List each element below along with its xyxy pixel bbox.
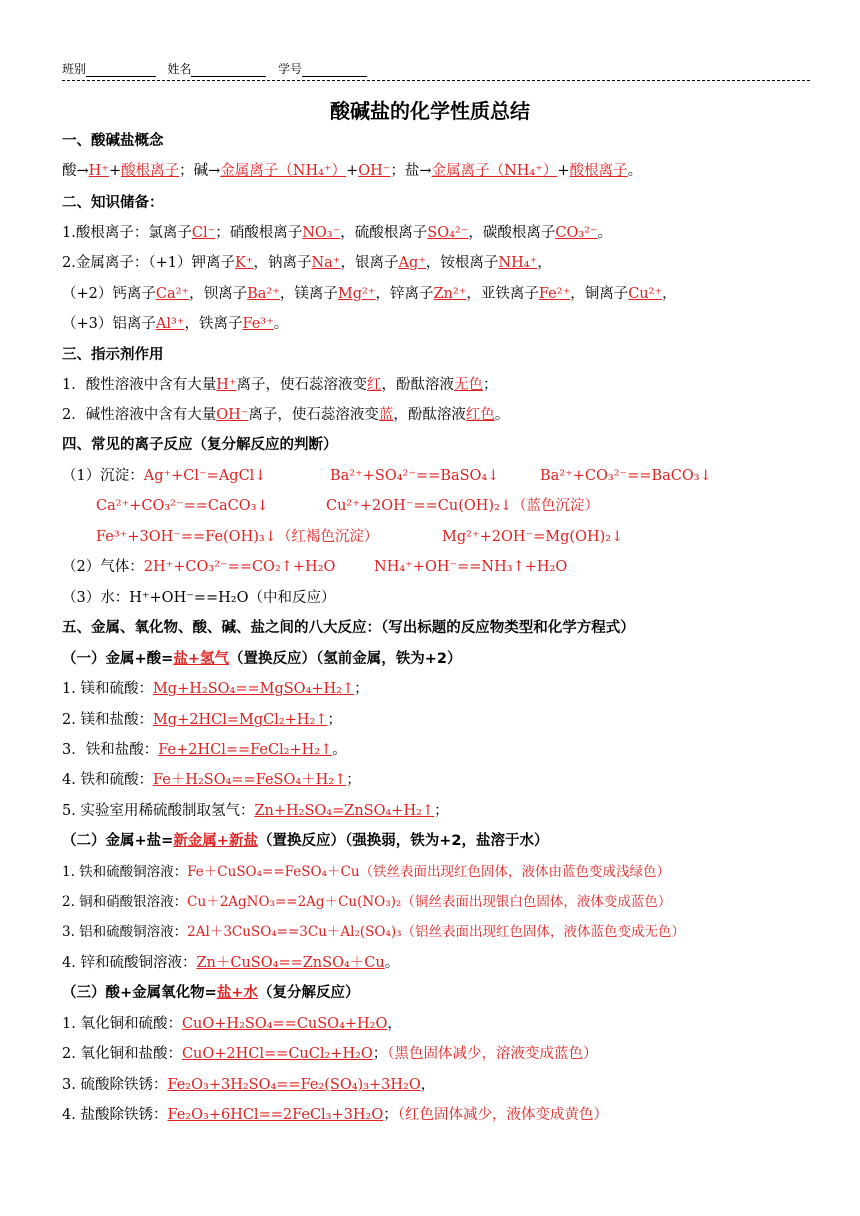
list-item — [62, 1107, 608, 1124]
page-title: 酸碱盐的化学性质总结 — [330, 99, 530, 123]
equation: Mg+H₂SO₄==MgSO₄+H₂↑ — [152, 681, 355, 697]
text: （+2）钙离子 — [62, 286, 156, 302]
list-item — [62, 772, 361, 789]
text: ； — [354, 681, 369, 697]
equation: Cu＋2AgNO₃==2Ag＋Cu(NO₃)₂（铜丝表面出现银白色固体，液体变成蓝色） — [187, 894, 672, 910]
metal-ions-line — [62, 255, 552, 272]
plus-text: + — [557, 163, 570, 179]
fill-cu: Cu²⁺ — [628, 286, 663, 302]
text: 5. 实验室用稀硫酸制取氢气： — [62, 803, 255, 819]
fill-ion: H⁺ — [216, 377, 237, 393]
text: ，酚酞溶液 — [381, 377, 455, 393]
acid-root-ions-line — [62, 225, 612, 242]
text: 3. 铝和硫酸铜溶液： — [62, 924, 188, 940]
text: 。 — [332, 742, 347, 758]
concept-line — [62, 163, 642, 180]
fill-co3: CO₃²⁻ — [555, 225, 598, 241]
fill-ca: Ca²⁺ — [155, 286, 190, 302]
text: 2.金属离子：（+1）钾离子 — [62, 255, 235, 271]
text: （置换反应）（强换弱，铁为+2，盐溶于水） — [257, 833, 549, 849]
fill-nh4: NH₄⁺ — [498, 255, 538, 271]
fill-na: Na⁺ — [311, 255, 341, 271]
base-fill-2: OH⁻ — [358, 163, 391, 179]
equation: Fe₂O₃+3H₂SO₄==Fe₂(SO₄)₃+3H₂O — [167, 1077, 421, 1093]
reaction: H⁺+OH⁻==H₂O（中和反应） — [129, 590, 336, 606]
text: 。 — [273, 316, 289, 332]
section3-heading: 三、指示剂作用 — [62, 347, 164, 363]
text: 离子，使石蕊溶液变 — [248, 407, 379, 423]
reaction: Ba²⁺+CO₃²⁻==BaCO₃↓ — [540, 468, 712, 484]
plus-text: + — [346, 163, 359, 179]
reaction: Ba²⁺+SO₄²⁻==BaSO₄↓ — [330, 468, 500, 484]
text: 3．铁和盐酸： — [62, 742, 159, 758]
water-line — [62, 590, 336, 607]
plus2-ions-line — [62, 286, 677, 303]
text: 2. 氧化铜和盐酸： — [62, 1046, 182, 1062]
text: 1. 氧化铜和硫酸： — [62, 1016, 182, 1032]
sub1-heading — [62, 651, 461, 668]
text: 离子，使石蕊溶液变 — [236, 377, 368, 393]
water-label: （3）水： — [62, 590, 130, 606]
text: ，锌离子 — [375, 286, 434, 302]
acid-fill-2: 酸根离子 — [121, 163, 180, 179]
base-text: ；碱→ — [179, 163, 221, 179]
text: ，铵根离子 — [425, 255, 499, 271]
fill: 盐+水 — [216, 985, 258, 1001]
reaction: NH₄⁺+OH⁻==NH₃↑+H₂O — [374, 559, 568, 575]
precip-label: （1）沉淀： — [62, 468, 144, 484]
fill-cl: Cl⁻ — [191, 225, 216, 241]
student-info-header — [62, 60, 367, 77]
fill: 新金属+新盐 — [173, 833, 258, 849]
id-label: 学号 — [277, 62, 302, 76]
section5-heading: 五、金属、氧化物、酸、碱、盐之间的八大反应：（写出标题的反应物类型和化学方程式） — [62, 620, 635, 636]
text: ； — [372, 1046, 388, 1062]
reaction: Cu²⁺+2OH⁻==Cu(OH)₂↓（蓝色沉淀） — [326, 498, 600, 514]
equation: Fe₂O₃+6HCl==2FeCl₃+3H₂O — [167, 1107, 384, 1123]
fill-fe3: Fe³⁺ — [242, 316, 274, 332]
list-item — [62, 712, 342, 729]
reaction: 2H⁺+CO₃²⁻==CO₂↑+H₂O — [143, 559, 336, 575]
text: ； — [434, 803, 449, 819]
equation: Zn＋CuSO₄==ZnSO₄＋Cu — [196, 955, 385, 971]
list-item — [62, 803, 449, 820]
acid-fill-1: H⁺ — [88, 163, 109, 179]
text: （复分解反应） — [257, 985, 360, 1001]
equation: Mg+2HCl=MgCl₂+H₂↑ — [152, 712, 328, 728]
list-item — [62, 1046, 598, 1063]
list-item — [62, 864, 670, 880]
header-divider — [62, 80, 810, 81]
fill-phenol: 无色 — [454, 377, 484, 393]
text: 1．酸性溶液中含有大量 — [62, 377, 217, 393]
acid-indicator-line — [62, 377, 498, 394]
equation: 2Al＋3CuSO₄==3Cu＋Al₂(SO₄)₃（铝丝表面出现红色固体，液体蓝色变成无色） — [187, 924, 686, 940]
list-item — [62, 1016, 402, 1033]
text: 4. 盐酸除铁锈： — [62, 1107, 168, 1123]
text: ，钠离子 — [253, 255, 312, 271]
text: （置换反应）（氢前金属，铁为+2） — [228, 651, 462, 667]
equation: Fe＋H₂SO₄==FeSO₄＋H₂↑ — [152, 772, 347, 788]
text: 。 — [597, 225, 613, 241]
section4-heading: 四、常见的离子反应（复分解反应的判断） — [62, 437, 338, 453]
name-label: 姓名 — [167, 62, 192, 76]
note: （黑色固体减少，溶液变成蓝色） — [387, 1046, 598, 1062]
equation: Fe＋CuSO₄==FeSO₄＋Cu（铁丝表面出现红色固体，液体由蓝色变成浅绿色） — [187, 864, 671, 880]
fill-litmus: 红 — [367, 377, 382, 393]
precipitate-line-1 — [62, 468, 266, 485]
fill-no3: NO₃⁻ — [302, 225, 341, 241]
fill-ag: Ag⁺ — [398, 255, 426, 271]
fill-phenol: 红色 — [465, 407, 495, 423]
fill-al: Al³⁺ — [155, 316, 185, 332]
equation: Zn+H₂SO₄=ZnSO₄+H₂↑ — [254, 803, 435, 819]
text: （+3）铝离子 — [62, 316, 156, 332]
plus-text: + — [108, 163, 122, 179]
section1-heading: 一、酸碱盐概念 — [62, 133, 164, 149]
class-label: 班别 — [62, 62, 87, 76]
list-item — [62, 1077, 435, 1094]
gas-line — [62, 559, 335, 576]
text: ， — [662, 286, 677, 302]
reaction: Mg²⁺+2OH⁻=Mg(OH)₂↓ — [442, 529, 624, 545]
gas-label: （2）气体： — [62, 559, 144, 575]
salt-fill-1: 金属离子（NH₄⁺） — [431, 163, 558, 179]
note: （红色固体减少，液体变成黄色） — [397, 1107, 608, 1123]
text: ，碳酸根离子 — [468, 225, 556, 241]
text: ，镁离子 — [279, 286, 338, 302]
fill-mg: Mg²⁺ — [337, 286, 376, 302]
text: ，亚铁离子 — [466, 286, 539, 302]
fill-litmus: 蓝 — [378, 407, 394, 423]
text: 。 — [494, 407, 510, 423]
text: ； — [383, 1107, 398, 1123]
reaction: Fe³⁺+3OH⁻==Fe(OH)₃↓（红褐色沉淀） — [96, 529, 379, 545]
list-item — [62, 924, 685, 940]
text: 。 — [384, 955, 400, 971]
text: ，酚酞溶液 — [393, 407, 466, 423]
fill-zn: Zn²⁺ — [433, 286, 467, 302]
equation: CuO+2HCl==CuCl₂+H₂O — [181, 1046, 373, 1062]
sub3-heading — [62, 985, 359, 1002]
fill-ion: OH⁻ — [216, 407, 249, 423]
text: 1.酸根离子：氯离子 — [62, 225, 192, 241]
salt-fill-2: 酸根离子 — [569, 163, 628, 179]
fill-fe2: Fe²⁺ — [538, 286, 571, 302]
equation: CuO+H₂SO₄==CuSO₄+H₂O — [181, 1016, 388, 1032]
list-item — [62, 955, 399, 972]
class-blank[interactable] — [86, 62, 156, 77]
text: ，钡离子 — [189, 286, 248, 302]
text: （三）酸+金属氧化物= — [62, 985, 217, 1001]
fill-so4: SO₄²⁻ — [427, 225, 469, 241]
fill-k: K⁺ — [234, 255, 254, 271]
text: 2. 铜和硝酸银溶液： — [62, 894, 188, 910]
text: 1. 铁和硫酸铜溶液： — [62, 864, 188, 880]
text: 4. 铁和硫酸： — [62, 772, 153, 788]
list-item — [62, 681, 369, 698]
fill: 盐+氢气 — [173, 651, 229, 667]
text: 3. 硫酸除铁锈： — [62, 1077, 168, 1093]
base-fill-1: 金属离子（NH₄⁺） — [220, 163, 347, 179]
text: ， — [387, 1016, 402, 1032]
text: ，硫酸根离子 — [340, 225, 428, 241]
sub2-heading — [62, 833, 548, 850]
text: （一）金属+酸= — [62, 651, 174, 667]
salt-text: ；盐→ — [390, 163, 432, 179]
end-text: 。 — [627, 163, 643, 179]
text: 4. 锌和硫酸铜溶液： — [62, 955, 197, 971]
text: ； — [327, 712, 342, 728]
text: 2. 镁和盐酸： — [62, 712, 153, 728]
text: ，银离子 — [340, 255, 399, 271]
text: ； — [346, 772, 361, 788]
text: ， — [420, 1077, 436, 1093]
acid-text: 酸→ — [62, 163, 89, 179]
base-indicator-line — [62, 407, 509, 424]
reaction: Ca²⁺+CO₃²⁻==CaCO₃↓ — [96, 498, 269, 514]
text: （二）金属+盐= — [62, 833, 174, 849]
list-item — [62, 742, 347, 759]
list-item — [62, 894, 671, 910]
fill-ba: Ba²⁺ — [247, 286, 280, 302]
reaction: Ag⁺+Cl⁻=AgCl↓ — [143, 468, 267, 484]
plus3-ions-line — [62, 316, 288, 333]
text: ， — [537, 255, 552, 271]
text: ；硝酸根离子 — [215, 225, 303, 241]
text: 1. 镁和硫酸： — [62, 681, 153, 697]
id-blank[interactable] — [302, 62, 367, 77]
equation: Fe+2HCl==FeCl₂+H₂↑ — [158, 742, 333, 758]
text: ，铜离子 — [570, 286, 629, 302]
text: ，铁离子 — [184, 316, 243, 332]
text: ； — [483, 377, 498, 393]
text: 2．碱性溶液中含有大量 — [62, 407, 217, 423]
section2-heading: 二、知识储备： — [62, 195, 164, 211]
name-blank[interactable] — [191, 62, 266, 77]
